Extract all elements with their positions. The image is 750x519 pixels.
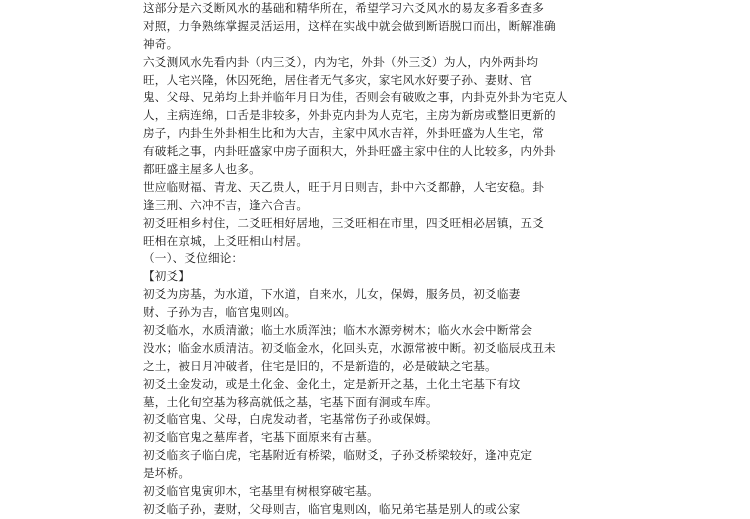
text-line: 初爻临水，水质清澈；临土水质浑浊；临木水源旁树木；临火水会中断常会 bbox=[143, 323, 533, 338]
text-line: 鬼、父母、兄弟均上卦并临年月日为佳，否则会有破败之事，内卦克外卦为宅克人 bbox=[143, 90, 568, 105]
text-line: 房子，内卦生外卦相生比和为大吉，主家中风水吉祥，外卦旺盛为人生宅，常 bbox=[143, 126, 544, 141]
text-line: 旺，人宅兴隆，休囚死绝，居住者无气多灾，家宅风水好要子孙、妻财、官 bbox=[143, 72, 533, 87]
text-line: 初爻临亥子临白虎，宅基附近有桥梁，临财爻，子孙爻桥梁较好，逢冲克定 bbox=[143, 448, 533, 463]
text-line: 初爻临官鬼寅卯木，宅基里有树根穿破宅基。 bbox=[143, 484, 379, 499]
text-line: 初爻临官鬼之墓库者，宅基下面原来有古墓。 bbox=[143, 430, 379, 445]
text-line: 初爻临子孙，妻财，父母则吉，临官鬼则凶，临兄弟宅基是别人的或公家 bbox=[143, 501, 521, 516]
document-body bbox=[143, 0, 613, 519]
text-line: 初爻临官鬼、父母，白虎发动者，宅基常伤子孙或保姆。 bbox=[143, 412, 438, 427]
text-line: 六爻测风水先看内卦（内三爻），内为宅，外卦（外三爻）为人，内外两卦均 bbox=[143, 54, 539, 69]
text-line: 有破耗之事，内卦旺盛家中房子面积大，外卦旺盛主家中住的人比较多，内外卦 bbox=[143, 144, 556, 159]
text-line: 旺相在京城，上爻旺相山村居。 bbox=[143, 233, 309, 248]
text-line: （一）、爻位细论： bbox=[143, 251, 244, 266]
text-line: 世应临财福、青龙、天乙贵人，旺于月日则吉，卦中六爻都静，人宅安稳。卦 bbox=[143, 179, 544, 194]
text-line: 初爻旺相乡村住，二爻旺相好居地，三爻旺相在市里，四爻旺相必居镇，五爻 bbox=[143, 215, 544, 230]
text-line: 对照，力争熟练掌握灵活运用，这样在实战中就会做到断语脱口而出，断解准确 bbox=[143, 18, 556, 33]
text-line: 【初爻】 bbox=[143, 269, 191, 284]
text-line: 人，主病连绵，口舌是非较多，外卦克内卦为人克宅，主房为新房或整旧更新的 bbox=[143, 108, 556, 123]
text-line: 神奇。 bbox=[143, 36, 179, 51]
text-line: 初爻为房基，为水道，下水道，自来水，儿女，保姆，服务员，初爻临妻 bbox=[143, 287, 521, 302]
text-line: 没水；临金水质清洁。初爻临金水，化回头克，水源常被中断。初爻临辰戌丑未 bbox=[143, 340, 556, 355]
text-line: 墓，土化旬空基为移高就低之基，宅基下面有洞或车库。 bbox=[143, 394, 438, 409]
text-line: 这部分是六爻断风水的基础和精华所在，希望学习六爻风水的易友多看多查多 bbox=[143, 1, 544, 15]
text-line: 初爻土金发动，或是土化金、金化土，定是新开之基，土化土宅基下有坟 bbox=[143, 376, 521, 391]
text-line: 都旺盛主屋多人也多。 bbox=[143, 162, 261, 177]
text-line: 是坏桥。 bbox=[143, 466, 191, 481]
text-line: 逢三刑、六冲不吉，逢六合吉。 bbox=[143, 197, 309, 212]
text-line: 之土，被日月冲破者，住宅是旧的，不是新造的，必是破缺之宅基。 bbox=[143, 358, 497, 373]
text-line: 财、子孙为吉，临官鬼则凶。 bbox=[143, 305, 297, 320]
